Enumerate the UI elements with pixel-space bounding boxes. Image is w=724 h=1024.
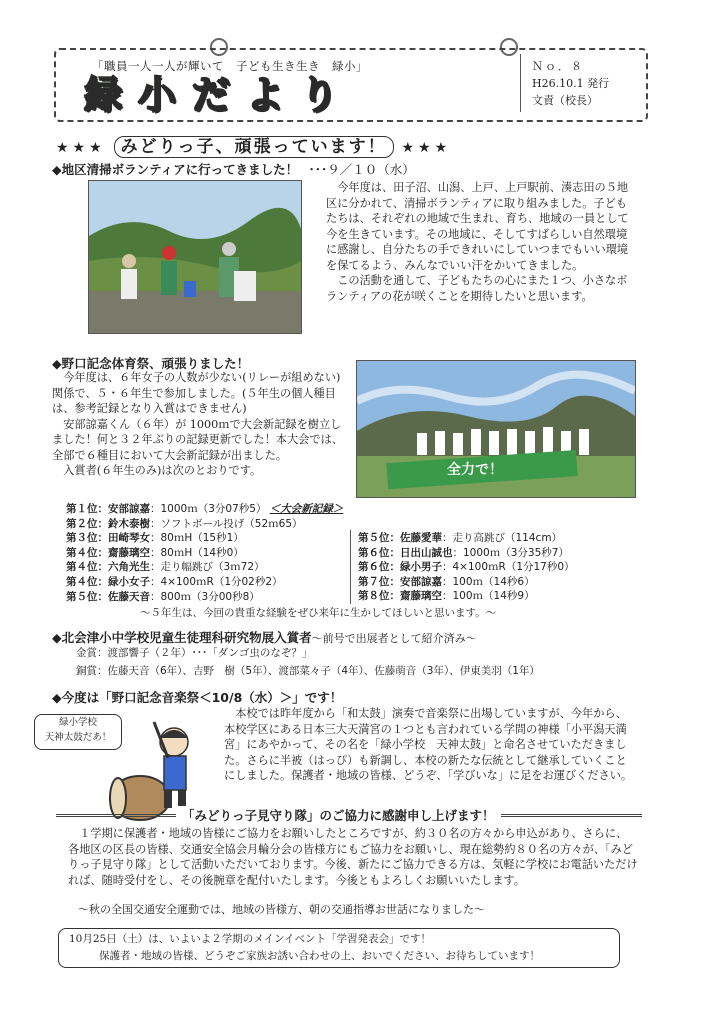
result-event: 80ｍH（15秒1） xyxy=(160,532,244,545)
music-text xyxy=(224,706,636,784)
feature-banner xyxy=(56,132,656,157)
result-event: 4×100ｍR（1分17秒0） xyxy=(452,561,575,574)
result-row: 第４位：六角光生：走り幅跳び（3ｍ72） xyxy=(66,561,265,574)
paragraph: 本校では昨年度から「和太鼓」演奏で音楽祭に出場していますが、今年から、本校学区にある日本三大天満宮の１つとも言われている学問の神様「小平潟天満宮」にあやかって、その名を「緑小学校 天神太鼓」と命名させていただきました。さらに半被（はっぴ）も新調し、本校の新たな伝統として継承していくことにしました。保護者・地域の皆様、どうぞ、「学びいな」に足をお運びください。 xyxy=(224,707,633,782)
result-event: 走り高跳び（114cm） xyxy=(452,532,563,544)
result-rank: 第６位：日出山誠也 xyxy=(358,546,453,559)
notice-line: 10月25日（土）は、いよいよ２学期のメインイベント「学習発表会」です！ xyxy=(69,933,431,945)
result-row: 第５位：佐藤天音：800ｍ（3分00秒8） xyxy=(66,590,260,603)
paragraph: 今年度は、６年女子の人数が少ない(リレーが組めない) 関係で、５・６年生で参加しました。(５年生の個人種目は、参考記録となり入賞はできません) xyxy=(52,371,341,415)
result-event: 走り幅跳び（3ｍ72） xyxy=(160,561,265,574)
masthead-title xyxy=(84,74,338,116)
result-event: 800ｍ（3分00秒8） xyxy=(160,590,260,603)
result-row: 第６位：日出山誠也：1000ｍ（3分35秒7） xyxy=(358,546,569,559)
issue-date: H26.10.1 発行 xyxy=(532,77,610,90)
result-rank: 第４位：緑小女子 xyxy=(66,575,150,588)
result-event: 4×100ｍR（1分02秒2） xyxy=(160,575,283,588)
star-icon: ★★★ xyxy=(56,140,106,156)
science-heading-note: 〜前号で出展者として紹介済み〜 xyxy=(311,632,477,645)
issue-author: 文責（校長） xyxy=(532,94,598,107)
science-heading-text: ◆北会津小中学校児童生徒理科研究物展入賞者 xyxy=(52,630,312,645)
result-event: 1000ｍ（3分35秒7） xyxy=(463,546,569,559)
result-rank: 第８位：齋藤璃空 xyxy=(358,590,442,603)
result-row: 第５位：佐藤愛華：走り高跳び（114cm） xyxy=(358,532,563,544)
result-row: 第６位：緑小男子：4×100ｍR（1分17秒0） xyxy=(358,561,575,574)
result-row: 第７位：安部諒嘉：100ｍ（14秒6） xyxy=(358,575,535,588)
result-row: 第４位：齋藤璃空：80ｍH（14秒0） xyxy=(66,546,244,559)
masthead-char: よ xyxy=(246,73,285,117)
cleanup-heading-text: ◆地区清掃ボランティアに行ってきました！ xyxy=(52,162,299,177)
cleanup-text xyxy=(326,180,636,304)
speech-bubble: 緑小学校 天神太鼓だあ！ xyxy=(34,714,122,750)
paragraph: １学期に保護者・地域の皆様にご協力をお願いしたところですが、約３０名の方々から申込があり、さらに、各地区の区長の皆様、交通安全協会月輪分会の皆様方にもご協力をお願いし、現在総勢約８０名の方々が、「みどりっ子見守り隊」として活動いただいております。今後、新たにご協力できる方は、気軽に学校にお電話いただければ、随時受付をし、その後腕章を配付いたします。今後ともよろしくお願いいたします。 xyxy=(68,827,638,887)
paragraph: この活動を通して、子どもたちの心にまた１つ、小さなボランティアの花が咲くことを期待したいと思います。 xyxy=(326,274,628,303)
paragraph: 入賞者(６年生のみ)は次のとおりです。 xyxy=(63,464,262,477)
result-rank: 第６位：緑小男子 xyxy=(358,561,442,574)
notice-line: 保護者・地域の皆様、どうぞご家族お誘い合わせの上、おいでください、お待ちしています！ xyxy=(99,950,540,962)
patrol-closing: 〜秋の全国交通安全運動では、地域の皆様方、朝の交通指導お世話になりました〜 xyxy=(78,903,485,916)
result-row: 第４位：緑小女子：4×100ｍR（1分02秒2） xyxy=(66,575,283,588)
masthead-char: 小 xyxy=(138,73,177,117)
result-row: 第１位：安部諒嘉：1000ｍ（3分07秒5） ＜大会新記録＞ xyxy=(66,503,344,515)
event-notice xyxy=(58,928,620,968)
sports-photo xyxy=(356,360,636,498)
result-row: 第３位：田崎琴女：80ｍH（15秒1） xyxy=(66,532,244,545)
result-rank: 第５位：佐藤天音 xyxy=(66,590,150,603)
result-rank: 第５位：佐藤愛華 xyxy=(358,532,442,544)
result-event: 1000ｍ（3分07秒5） xyxy=(160,503,267,515)
result-event: 80ｍH（14秒0） xyxy=(160,546,244,559)
result-event: 100ｍ（14秒9） xyxy=(452,590,535,603)
issue-info xyxy=(532,58,609,109)
result-rank: 第３位：田崎琴女 xyxy=(66,532,150,545)
masthead-char: り xyxy=(300,73,339,117)
header-divider xyxy=(520,54,521,112)
science-heading xyxy=(52,628,477,646)
masthead-char: 緑 xyxy=(84,73,123,117)
result-rank: 第４位：齋藤璃空 xyxy=(66,546,150,559)
result-rank: 第１位：安部諒嘉 xyxy=(66,503,150,515)
cleanup-heading xyxy=(52,160,415,178)
result-event: ソフトボール投げ（52ｍ65） xyxy=(160,517,303,530)
result-row: 第８位：齋藤璃空：100ｍ（14秒9） xyxy=(358,590,535,603)
masthead-char: だ xyxy=(192,73,231,117)
result-rank: 第２位：鈴木泰樹 xyxy=(66,517,150,530)
result-row: 第２位：鈴木泰樹：ソフトボール投げ（52ｍ65） xyxy=(66,517,303,530)
banner-title: みどりっ子、頑張っています！ xyxy=(114,136,394,158)
cleanup-date: ･･･９／１０（水） xyxy=(308,162,415,177)
science-gold: 金賞：渡部響子（２年）･･･「ダンゴ虫のなぞ？」 xyxy=(76,647,313,659)
result-event: 100ｍ（14秒6） xyxy=(452,575,535,588)
patrol-heading: 「みどりっ子見守り隊」のご協力に感謝申し上げます！ xyxy=(176,806,501,824)
science-bronze: 銅賞：佐藤天音（6年）、吉野 樹（5年）、渡部菜々子（4年）、佐藤萌音（3年）、伊東美羽（1年） xyxy=(76,665,540,677)
paragraph: 安部諒嘉くん（６年）が 1000ｍで大会新記録を樹立しました！何と３２年ぶりの記録更新でした！本大会では、全部で６種目において大会新記録が出ました。 xyxy=(52,417,343,462)
star-icon: ★★★ xyxy=(401,140,452,156)
record-note: ＜大会新記録＞ xyxy=(269,503,344,515)
paragraph: 今年度は、田子沼、山潟、上戸、上戸駅前、湊志田の５地区に分かれて、清掃ボランティアに取り組みました。子どもたちは、それぞれの地域で生まれ、育ち、地域の一員として今を生きています。その地域に、そしてすばらしい自然環境に感謝し、自分たちの手できれいにしていつまでもいい環境を保てるよう、みんなでいい汗をかいてきました。 xyxy=(326,181,629,272)
sports-text xyxy=(52,370,348,479)
result-rank: 第７位：安部諒嘉 xyxy=(358,575,442,588)
cleanup-photo xyxy=(88,180,302,334)
results-right xyxy=(358,531,638,604)
patrol-text xyxy=(68,826,638,888)
sports-closing: 〜５年生は、今回の貴重な経験をぜひ来年に生かしてほしいと思います。〜 xyxy=(140,607,497,619)
result-rank: 第４位：六角光生 xyxy=(66,561,150,574)
sports-banner-text: 全力で！ xyxy=(447,462,503,478)
sports-heading: ◆野口記念体育祭、頑張りました！ xyxy=(52,356,250,371)
issue-number: Ｎｏ．８ xyxy=(532,60,584,73)
results-divider xyxy=(350,530,351,604)
school-motto: 「職員一人一人が輝いて 子ども生き生き 緑小」 xyxy=(92,59,368,73)
music-heading: ◆今度は「野口記念音楽祭＜10/8（水）＞」です！ xyxy=(52,690,343,705)
